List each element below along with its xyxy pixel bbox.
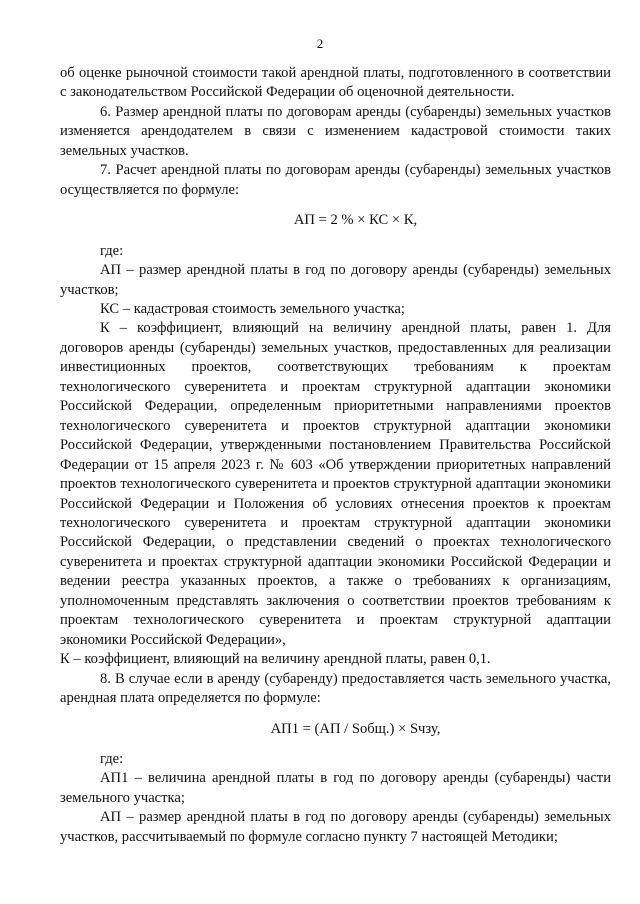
definition-ap-second: АП – размер арендной платы в год по договору аренды (субаренды) земельных участков, рассчитываемый по формуле согласно пункту 7 настоящей Методики; — [60, 809, 611, 845]
definition-ks: КС – кадастровая стоимость земельного участка; — [100, 300, 405, 317]
definition-ap: АП – размер арендной платы в год по договору аренды (субаренды) земельных участков; — [60, 262, 611, 298]
where-label-2: где: — [100, 750, 124, 767]
definition-ap1: АП1 – величина арендной платы в год по договору аренды (субаренды) части земельного участка; — [60, 770, 611, 806]
document-body — [60, 64, 611, 847]
where-label: где: — [100, 242, 124, 259]
definition-k: К – коэффициент, влияющий на величину арендной платы, равен 1. Для договоров аренды (субаренды) земельных участков, предоставленных для реализации инвестиционных проектов, соответствующих требованиям к проектам технологического суверенитета и проектам структурной адаптации экономики Российской Федерации, определенным приоритетными направлениями проектов технологического суверенитета и проектов структурной адаптации экономики Российской Федерации, утвержденными постановлением Правительства Российской Федерации от 15 апреля 2023 г. № 603 «Об утверждении приоритетных направлений проектов технологического суверенитета и проектов структурной адаптации экономики Российской Федерации и Положения об условиях отнесения проектов к проектам технологического суверенитета и проектам структурной адаптации экономики Российской Федерации, о представлении сведений о проектах технологического суверенитета и проектах структурной адаптации экономики Российской Федерации и ведении реестра указанных проектов, а также о требованиях к организациям, уполномоченным представлять заключения о соответствии проектов требованиям к проектам технологического суверенитета и проектам структурной адаптации экономики Российской Федерации», — [60, 320, 611, 648]
paragraph-item-6: 6. Размер арендной платы по договорам аренды (субаренды) земельных участков изменяется арендодателем в связи с изменением кадастровой стоимости таких земельных участков. — [60, 103, 611, 159]
definition-k-reduced: К – коэффициент, влияющий на величину арендной платы, равен 0,1. — [60, 651, 491, 668]
formula-partial-rent: АП1 = (АП / Sобщ.) × Sчзу, — [270, 720, 441, 737]
paragraph-continuation: об оценке рыночной стоимости такой арендной платы, подготовленного в соответствии с законодательством Российской Федерации об оценочной деятельности. — [60, 65, 611, 101]
page-number: 2 — [316, 36, 324, 51]
paragraph-item-7: 7. Расчет арендной платы по договорам аренды (субаренды) земельных участков осуществляется по формуле: — [60, 162, 611, 198]
paragraph-item-8: 8. В случае если в аренду (субаренду) предоставляется часть земельного участка, арендная плата определяется по формуле: — [60, 670, 611, 707]
formula-rent: АП = 2 % × КС × К, — [293, 212, 418, 229]
